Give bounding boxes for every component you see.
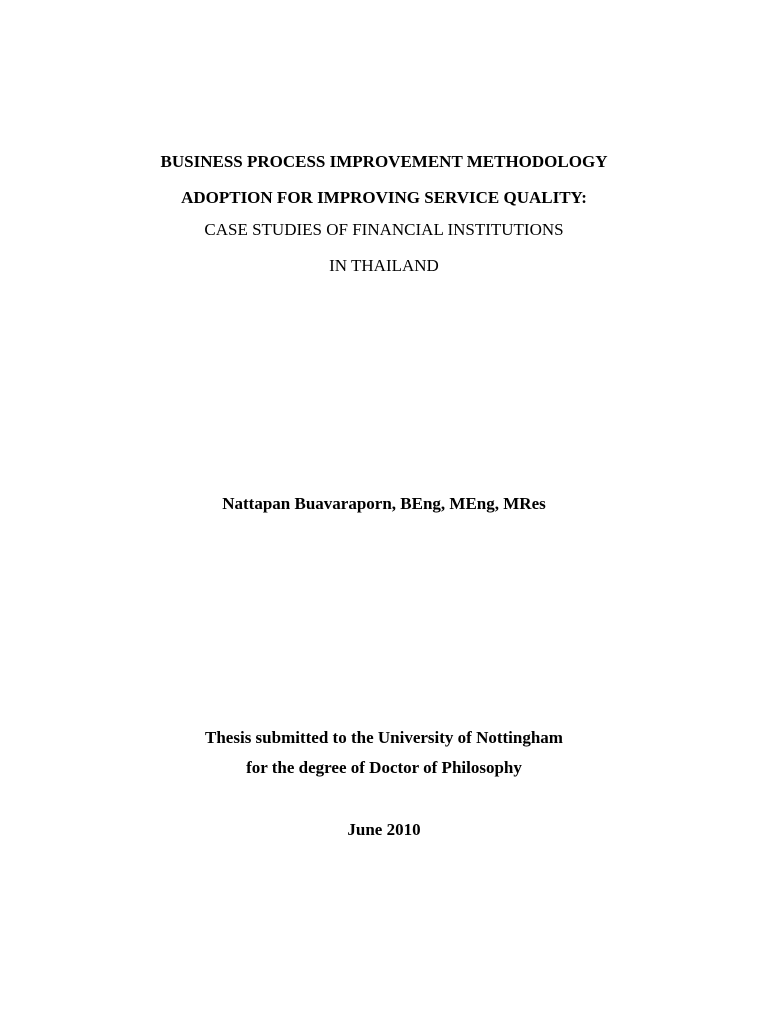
submission-date: June 2010 (347, 820, 421, 839)
thesis-subtitle-line-1: CASE STUDIES OF FINANCIAL INSTITUTIONS (204, 220, 564, 239)
author-name: Nattapan Buavaraporn, BEng, MEng, MRes (222, 494, 546, 513)
thesis-title-line-2: ADOPTION FOR IMPROVING SERVICE QUALITY: (181, 188, 587, 207)
submission-statement-line-1: Thesis submitted to the University of Nottingham (205, 728, 563, 747)
submission-statement-line-2: for the degree of Doctor of Philosophy (246, 758, 522, 777)
thesis-title-line-1: BUSINESS PROCESS IMPROVEMENT METHODOLOGY (160, 152, 608, 171)
thesis-subtitle-line-2: IN THAILAND (329, 256, 439, 275)
